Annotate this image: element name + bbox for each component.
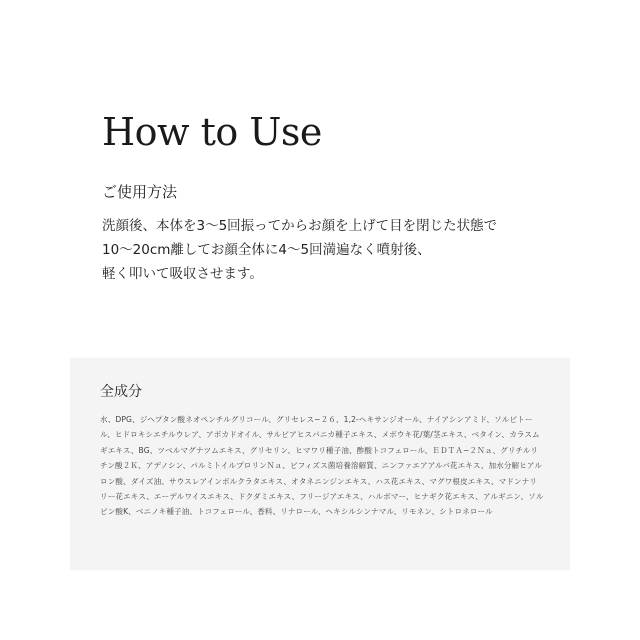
ingredients-title: 全成分 bbox=[100, 384, 142, 400]
ingredients-list: 水、DPG、ジヘプタン酸ネオペンチルグリコール、グリセレス−２６、1,2-ヘキサンジオール、ナイアシンアミド、ソルビトール、ヒドロキシエチルウレア、アボカドオイル、サルビアヒスパニカ種子エキス、メボウキ花/葉/茎エキス、ベタイン、カラスムギエキス、BG、ツベルマグナツムエキス、グリセリン、ヒマワリ種子油、酢酸トコフェロール、ＥＤＴＡ−２Ｎａ、グリチルリチン酸２Ｋ、アデノシン、パルミトイルプロリンＮａ、ビフィズス菌培養溶解質、ニンファエアアルバ花エキス、加水分解ヒアルロン酸、ダイズ油、サウスレアインボルクラタエキス、オタネニンジンエキス、ハス花エキス、マグワ根皮エキス、マドンナリリー花エキス、エーデルワイスエキス、ドクダミエキス、フリージアエキス、ハルボマー、ヒナギク花エキス、アルギニン、ソルビン酸K、ベニノキ種子油、トコフェロール、香料、リナロール、ヘキシルシンナマル、リモネン、シトロネロール bbox=[100, 415, 544, 517]
page-heading: How to Use bbox=[102, 110, 322, 154]
usage-subheading: ご使用方法 bbox=[102, 183, 178, 201]
instruction-line: 洗顔後、本体を3〜5回振ってからお顔を上げて目を閉じた状態で bbox=[102, 218, 498, 234]
usage-instructions bbox=[102, 214, 542, 286]
ingredients-panel bbox=[70, 358, 570, 570]
instruction-line: 軽く叩いて吸収させます。 bbox=[102, 266, 263, 282]
instruction-line: 10〜20cm離してお顔全体に4〜5回満遍なく噴射後、 bbox=[102, 242, 431, 258]
